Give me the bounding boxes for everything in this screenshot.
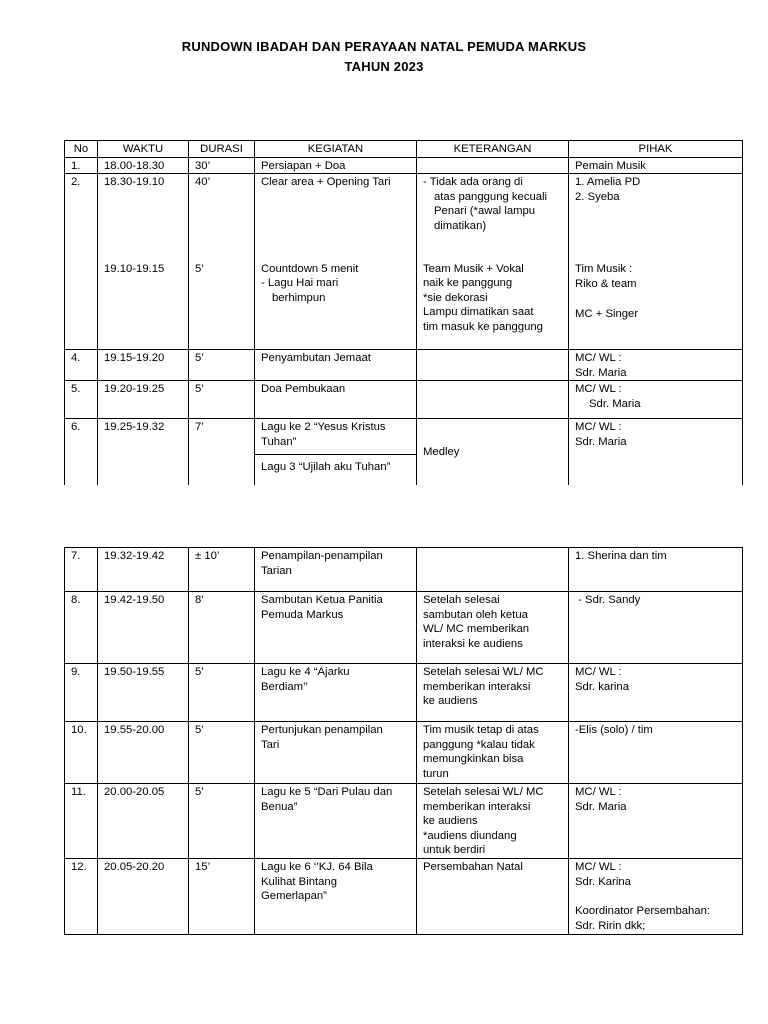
cell-pihak [569, 174, 743, 350]
cell-durasi: 5’ [189, 350, 255, 381]
cell-no: 1. [65, 157, 98, 174]
cell-waktu: 20.00-20.05 [98, 784, 189, 859]
cell-no: 7. [65, 548, 98, 592]
keterangan-line: ke audiens [423, 695, 478, 708]
pihak-line: -Elis (solo) / tim [575, 724, 653, 736]
cell-no: 8. [65, 592, 98, 664]
kegiatan-line: Lagu ke 4 “Ajarku [261, 666, 350, 678]
keterangan-line: Setelah selesai [423, 594, 500, 606]
cell-kegiatan [255, 548, 417, 592]
pihak-line: 2. Syeba [575, 190, 620, 203]
document-subtitle-year: TAHUN 2023 [344, 59, 424, 74]
keterangan-line: dimatikan) [434, 219, 487, 232]
waktu-b: 19.10-19.15 [104, 262, 165, 275]
cell-waktu: 19.42-19.50 [98, 592, 189, 664]
cell-durasi: 15’ [189, 859, 255, 935]
cell-durasi: 5’ [189, 381, 255, 419]
keterangan-b-line: Lampu dimatikan saat [423, 306, 534, 319]
cell-kegiatan: Doa Pembukaan [255, 381, 417, 419]
pihak-line: Sdr. Maria [575, 800, 627, 813]
table-row [65, 381, 743, 419]
cell-pihak [569, 592, 743, 664]
table-row [65, 859, 743, 935]
cell-kegiatan: Penyambutan Jemaat [255, 350, 417, 381]
durasi-a: 40’ [195, 176, 211, 189]
cell-pihak [569, 548, 743, 592]
header-kegiatan: KEGIATAN [255, 141, 417, 158]
kegiatan-line: Kulihat Bintang [261, 875, 337, 888]
cell-durasi: 8’ [189, 592, 255, 664]
table-row [65, 548, 743, 592]
cell-no: 9. [65, 664, 98, 722]
cell-pihak [569, 664, 743, 722]
waktu-a: 18.30-19.10 [104, 176, 165, 189]
keterangan-line: Persembahan Natal [423, 861, 523, 873]
cell-waktu: 19.20-19.25 [98, 381, 189, 419]
keterangan-b-line: *sie dekorasi [423, 291, 488, 304]
header-no: No [65, 141, 98, 158]
pihak-line: Sdr. karina [575, 680, 630, 693]
pihak-line: Sdr. Ririn dkk; [575, 919, 646, 932]
pihak-line: MC/ WL : [575, 421, 622, 434]
pihak-line: 1. Sherina dan tim [575, 550, 667, 562]
cell-kegiatan [255, 419, 417, 455]
cell-pihak [569, 381, 743, 419]
cell-durasi: 5’ [189, 784, 255, 859]
keterangan-b-line: Team Musik + Vokal [423, 262, 524, 275]
keterangan-line: memungkinkan bisa [423, 753, 524, 766]
cell-keterangan [417, 350, 569, 381]
cell-kegiatan [255, 174, 417, 350]
table-row [65, 350, 743, 381]
pihak-line: MC/ WL : [575, 383, 622, 396]
pihak-line: MC/ WL : [575, 861, 622, 873]
kegiatan-line: Lagu ke 6 ‘’KJ. 64 Bila [261, 861, 373, 873]
cell-no: 5. [65, 381, 98, 419]
cell-durasi [189, 174, 255, 350]
keterangan-b-line: tim masuk ke panggung [423, 320, 543, 333]
cell-durasi: 5’ [189, 664, 255, 722]
kegiatan-a: Clear area + Opening Tari [261, 176, 391, 189]
keterangan-line: atas panggung kecuali [434, 190, 548, 203]
cell-keterangan: Medley [417, 419, 569, 485]
kegiatan-line: Gemerlapan” [261, 890, 327, 903]
kegiatan-line: Benua” [261, 800, 298, 813]
cell-no: 2. [65, 174, 98, 350]
table-row [65, 174, 743, 350]
cell-keterangan [417, 722, 569, 784]
pihak-line: Koordinator Persembahan: [575, 905, 711, 918]
keterangan-line: panggung *kalau tidak [423, 738, 535, 751]
keterangan-line: sambutan oleh ketua [423, 608, 528, 621]
table-row [65, 722, 743, 784]
cell-keterangan [417, 784, 569, 859]
cell-pihak [569, 419, 743, 485]
cell-kegiatan [255, 784, 417, 859]
document-title: RUNDOWN IBADAH DAN PERAYAAN NATAL PEMUDA MARKUS [181, 39, 587, 54]
pihak-line: Sdr. Maria [575, 435, 627, 448]
cell-kegiatan [255, 859, 417, 935]
cell-kegiatan [255, 592, 417, 664]
cell-durasi: 5’ [189, 722, 255, 784]
rundown-table-part-2 [64, 547, 743, 935]
keterangan-line: memberikan interaksi [423, 680, 531, 693]
table-row [65, 157, 743, 174]
kegiatan-b-line: Countdown 5 menit [261, 262, 359, 275]
kegiatan-line: Pemuda Markus [261, 608, 344, 621]
pihak-b-line: MC + Singer [575, 307, 639, 320]
cell-kegiatan [255, 664, 417, 722]
cell-kegiatan: Lagu 3 “Ujilah aku Tuhan” [255, 455, 417, 485]
pihak-line: MC/ WL : [575, 786, 622, 798]
cell-waktu: 18.00-18.30 [98, 157, 189, 174]
cell-kegiatan: Persiapan + Doa [255, 157, 417, 174]
keterangan-line: Penari (*awal lampu [434, 205, 536, 218]
table-row [65, 592, 743, 664]
cell-waktu: 19.55-20.00 [98, 722, 189, 784]
pihak-line: 1. Amelia PD [575, 176, 641, 189]
table-row [65, 664, 743, 722]
kegiatan-line: Tarian [261, 564, 292, 577]
cell-durasi: 30’ [189, 157, 255, 174]
rundown-table-part-1 [64, 140, 743, 485]
kegiatan-line: Tuhan” [261, 435, 297, 448]
keterangan-line: Setelah selesai WL/ MC [423, 786, 544, 798]
keterangan-line: WL/ MC memberikan [423, 623, 530, 636]
cell-durasi: 7’ [189, 419, 255, 485]
kegiatan-b-line: berhimpun [272, 291, 326, 304]
kegiatan-line: Penampilan-penampilan [261, 550, 383, 562]
table-row [65, 784, 743, 859]
keterangan-line: memberikan interaksi [423, 800, 531, 813]
cell-no: 4. [65, 350, 98, 381]
cell-waktu: 20.05-20.20 [98, 859, 189, 935]
cell-waktu: 19.25-19.32 [98, 419, 189, 485]
keterangan-line: untuk berdiri [423, 844, 486, 857]
keterangan-line: interaksi ke audiens [423, 637, 523, 650]
cell-kegiatan [255, 722, 417, 784]
pihak-line: MC/ WL : [575, 666, 622, 678]
cell-keterangan [417, 664, 569, 722]
durasi-b: 5’ [195, 262, 204, 275]
cell-durasi: ± 10’ [189, 548, 255, 592]
keterangan-line: Tim musik tetap di atas [423, 724, 539, 736]
table-row [65, 419, 743, 455]
keterangan-line: turun [423, 767, 449, 780]
cell-keterangan [417, 157, 569, 174]
cell-pihak [569, 350, 743, 381]
header-pihak: PIHAK [569, 141, 743, 158]
pihak-b-line: Riko & team [575, 277, 637, 290]
cell-waktu [98, 174, 189, 350]
cell-waktu: 19.15-19.20 [98, 350, 189, 381]
table-header-row [65, 141, 743, 158]
cell-no: 6. [65, 419, 98, 485]
keterangan-b-line: naik ke panggung [423, 277, 513, 290]
kegiatan-line: Sambutan Ketua Panitia [261, 594, 383, 606]
cell-waktu: 19.32-19.42 [98, 548, 189, 592]
keterangan-line: ke audiens [423, 815, 478, 828]
kegiatan-line: Lagu ke 2 “Yesus Kristus [261, 421, 386, 434]
keterangan-line: - Tidak ada orang di [423, 176, 523, 189]
cell-keterangan [417, 859, 569, 935]
cell-keterangan [417, 381, 569, 419]
kegiatan-line: Berdiam’’ [261, 680, 308, 693]
cell-no: 11. [65, 784, 98, 859]
cell-keterangan [417, 548, 569, 592]
kegiatan-b-line: - Lagu Hai mari [261, 277, 339, 290]
kegiatan-line: Tari [261, 738, 280, 751]
pihak-line: Sdr. Maria [575, 366, 627, 379]
pihak-b-line: Tim Musik : [575, 263, 633, 276]
cell-pihak [569, 784, 743, 859]
kegiatan-line: Pertunjukan penampilan [261, 724, 383, 736]
cell-pihak [569, 859, 743, 935]
cell-keterangan [417, 174, 569, 350]
cell-pihak [569, 722, 743, 784]
keterangan-line: Setelah selesai WL/ MC [423, 666, 544, 678]
header-durasi: DURASI [189, 141, 255, 158]
cell-pihak: Pemain Musik [569, 157, 743, 174]
pihak-line: - Sdr. Sandy [575, 594, 641, 606]
pihak-line: MC/ WL : [575, 352, 622, 365]
header-waktu: WAKTU [98, 141, 189, 158]
cell-no: 10. [65, 722, 98, 784]
pihak-line: Sdr. Karina [575, 875, 631, 888]
keterangan-line: *audiens diundang [423, 829, 517, 842]
kegiatan-line: Lagu ke 5 “Dari Pulau dan [261, 786, 393, 798]
pihak-line: Sdr. Maria [589, 397, 641, 410]
cell-keterangan [417, 592, 569, 664]
cell-waktu: 19.50-19.55 [98, 664, 189, 722]
cell-no: 12. [65, 859, 98, 935]
header-keterangan: KETERANGAN [417, 141, 569, 158]
